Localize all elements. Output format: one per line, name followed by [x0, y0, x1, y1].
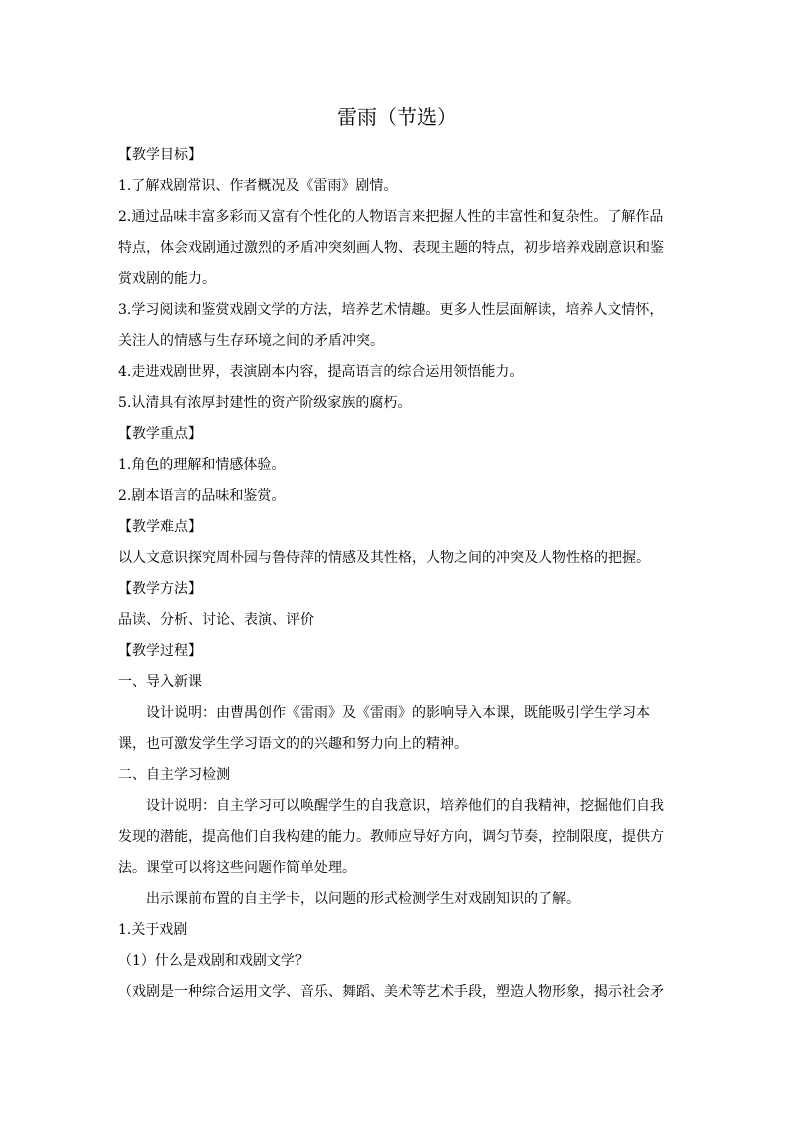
- text-line: 发现的潜能，提高他们自我构建的能力。教师应导好方向，调匀节奏，控制限度，提供方: [118, 829, 664, 845]
- text-line: 1.了解戏剧常识、作者概况及《雷雨》剧情。: [118, 178, 398, 194]
- text-line: 课，也可激发学生学习语文的的兴趣和努力向上的精神。: [118, 736, 468, 752]
- document-body: [118, 140, 676, 1008]
- text-line: 赏戏剧的能力。: [118, 271, 216, 287]
- text-line: （1）什么是戏剧和戏剧文学？: [118, 953, 309, 969]
- document-title: 雷雨（节选）: [337, 105, 457, 129]
- text-line: 1.角色的理解和情感体验。: [118, 457, 286, 473]
- text-line: 以人文意识探究周朴园与鲁侍萍的情感及其性格，人物之间的冲突及人物性格的把握。: [118, 550, 650, 566]
- text-line: 【教学重点】: [118, 426, 202, 442]
- text-line: 法。课堂可以将这些问题作简单处理。: [118, 860, 356, 876]
- text-line: 2.剧本语言的品味和鉴赏。: [118, 488, 286, 504]
- text-line: 出示课前布置的自主学卡，以问题的形式检测学生对戏剧知识的了解。: [146, 891, 580, 907]
- text-line: 4.走进戏剧世界，表演剧本内容，提高语言的综合运用领悟能力。: [118, 364, 524, 380]
- text-line: （戏剧是一种综合运用文学、音乐、舞蹈、美术等艺术手段，塑造人物形象，揭示社会矛: [118, 984, 664, 1000]
- text-line: 设计说明：由曹禺创作《雷雨》及《雷雨》的影响导入本课，既能吸引学生学习本: [146, 705, 650, 721]
- text-line: 5.认清具有浓厚封建性的资产阶级家族的腐朽。: [118, 395, 412, 411]
- text-line: 关注人的情感与生存环境之间的矛盾冲突。: [118, 333, 384, 349]
- text-line: 【教学方法】: [118, 581, 202, 597]
- text-line: 设计说明：自主学习可以唤醒学生的自我意识，培养他们的自我精神，挖掘他们自我: [146, 798, 664, 814]
- text-line: 【教学难点】: [118, 519, 202, 535]
- text-line: 二、自主学习检测: [118, 767, 230, 783]
- text-line: 2.通过品味丰富多彩而又富有个性化的人物语言来把握人性的丰富性和复杂性。了解作品: [118, 209, 664, 225]
- text-line: 【教学目标】: [118, 147, 202, 163]
- text-line: 特点，体会戏剧通过激烈的矛盾冲突刻画人物、表现主题的特点，初步培养戏剧意识和鉴: [118, 240, 664, 256]
- text-line: 品读、分析、讨论、表演、评价: [118, 612, 314, 628]
- text-line: 一、导入新课: [118, 674, 202, 690]
- text-line: 3.学习阅读和鉴赏戏剧文学的方法，培养艺术情趣。更多人性层面解读，培养人文情怀，: [118, 302, 664, 318]
- text-line: 1.关于戏剧: [118, 922, 188, 938]
- text-line: 【教学过程】: [118, 643, 202, 659]
